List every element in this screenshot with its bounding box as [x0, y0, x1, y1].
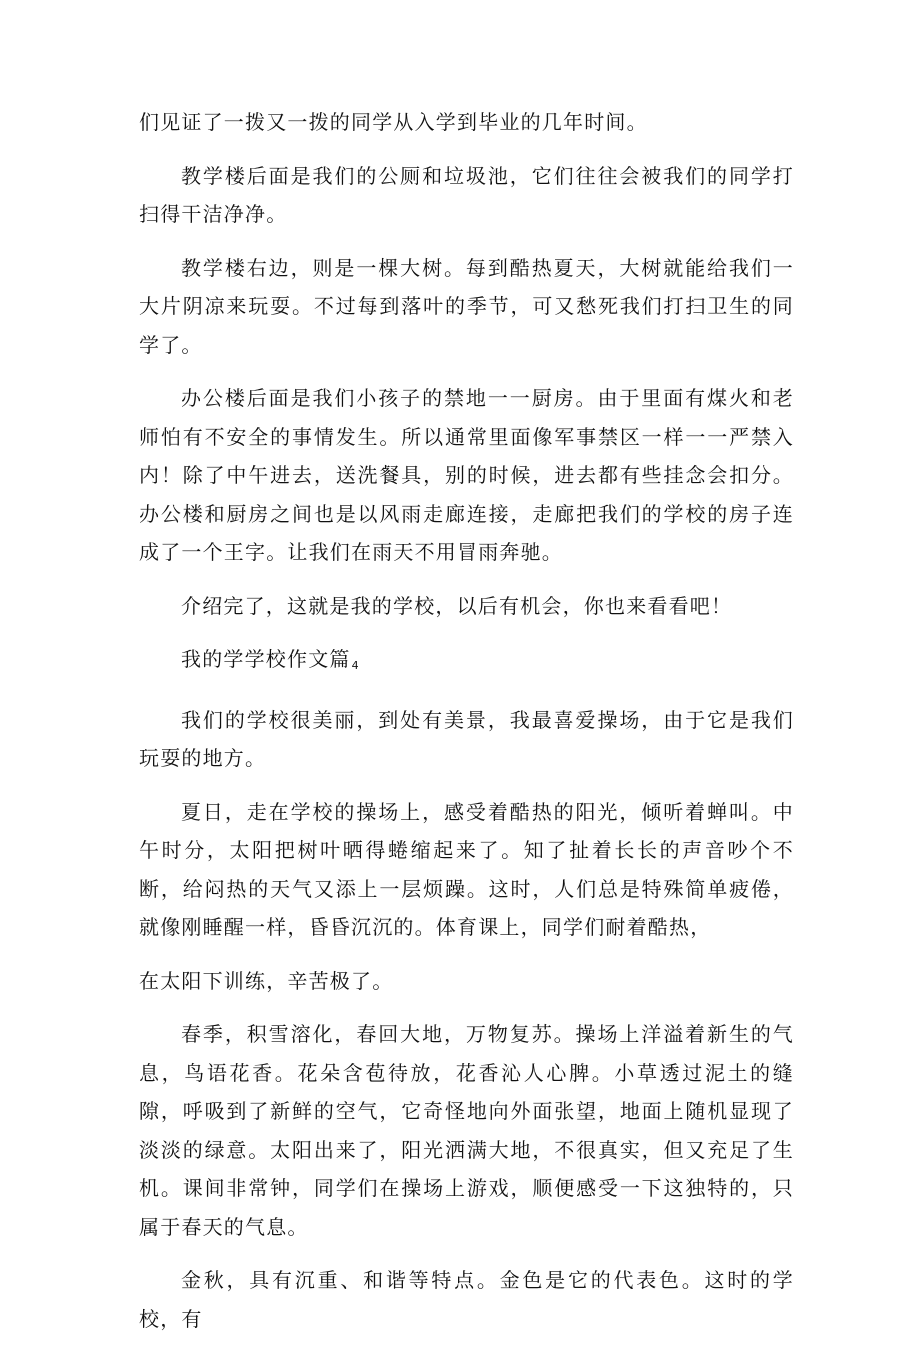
paragraph: 办公楼后面是我们小孩子的禁地一一厨房。由于里面有煤火和老师怕有不安全的事情发生。所以通常里面像军事禁区一样一一严禁入内！除了中午进去，送洗餐具，别的时候，进去都有些挂念会扣分。办公楼和厨房之间也是以风雨走廊连接，走廊把我们的学校的房子连成了一个王字。让我们在雨天不用冒雨奔驰。: [139, 386, 794, 564]
paragraph: 在太阳下训练，辛苦极了。: [139, 968, 394, 993]
paragraph: 介绍完了，这就是我的学校，以后有机会，你也来看看吧！: [181, 593, 733, 618]
document-body: [139, 103, 794, 1353]
paragraph: 教学楼后面是我们的公厕和垃圾池，它们往往会被我们的同学打扫得干洁净净。: [139, 163, 794, 226]
paragraph: 我们的学校很美丽，到处有美景，我最喜爱操场，由于它是我们玩耍的地方。: [139, 707, 794, 770]
paragraph: 们见证了一拨又一拨的同学从入学到毕业的几年时间。: [139, 110, 648, 134]
paragraph: 金秋，具有沉重、和谐等特点。金色是它的代表色。这时的学校，有: [139, 1268, 794, 1331]
paragraph: 春季，积雪溶化，春回大地，万物复苏。操场上洋溢着新生的气息，鸟语花香。花朵含苞待放，花香沁人心脾。小草透过泥土的缝隙，呼吸到了新鲜的空气，它奇怪地向外面张望，地面上随机显现了淡淡的绿意。太阳出来了，阳光洒满大地，不很真实，但又充足了生机。课间非常钟，同学们在操场上游戏，顺便感受一下这独特的，只属于春天的气息。: [139, 1022, 794, 1239]
section-heading: [139, 640, 794, 686]
paragraph: 教学楼右边，则是一棵大树。每到酷热夏天，大树就能给我们一大片阴凉来玩耍。不过每到落叶的季节，可又愁死我们打扫卫生的同学了。: [139, 255, 794, 357]
section-heading-text: 我的学学校作文篇: [181, 647, 351, 671]
section-heading-number: 4: [351, 659, 360, 672]
paragraph: 夏日，走在学校的操场上，感受着酷热的阳光，倾听着蝉叫。中午时分，太阳把树叶晒得蜷缩起来了。知了扯着长长的声音吵个不断，给闷热的天气又添上一层烦躁。这时，人们总是特殊简单疲倦，就像刚睡醒一样，昏昏沉沉的。体育课上，同学们耐着酷热，: [139, 799, 794, 939]
